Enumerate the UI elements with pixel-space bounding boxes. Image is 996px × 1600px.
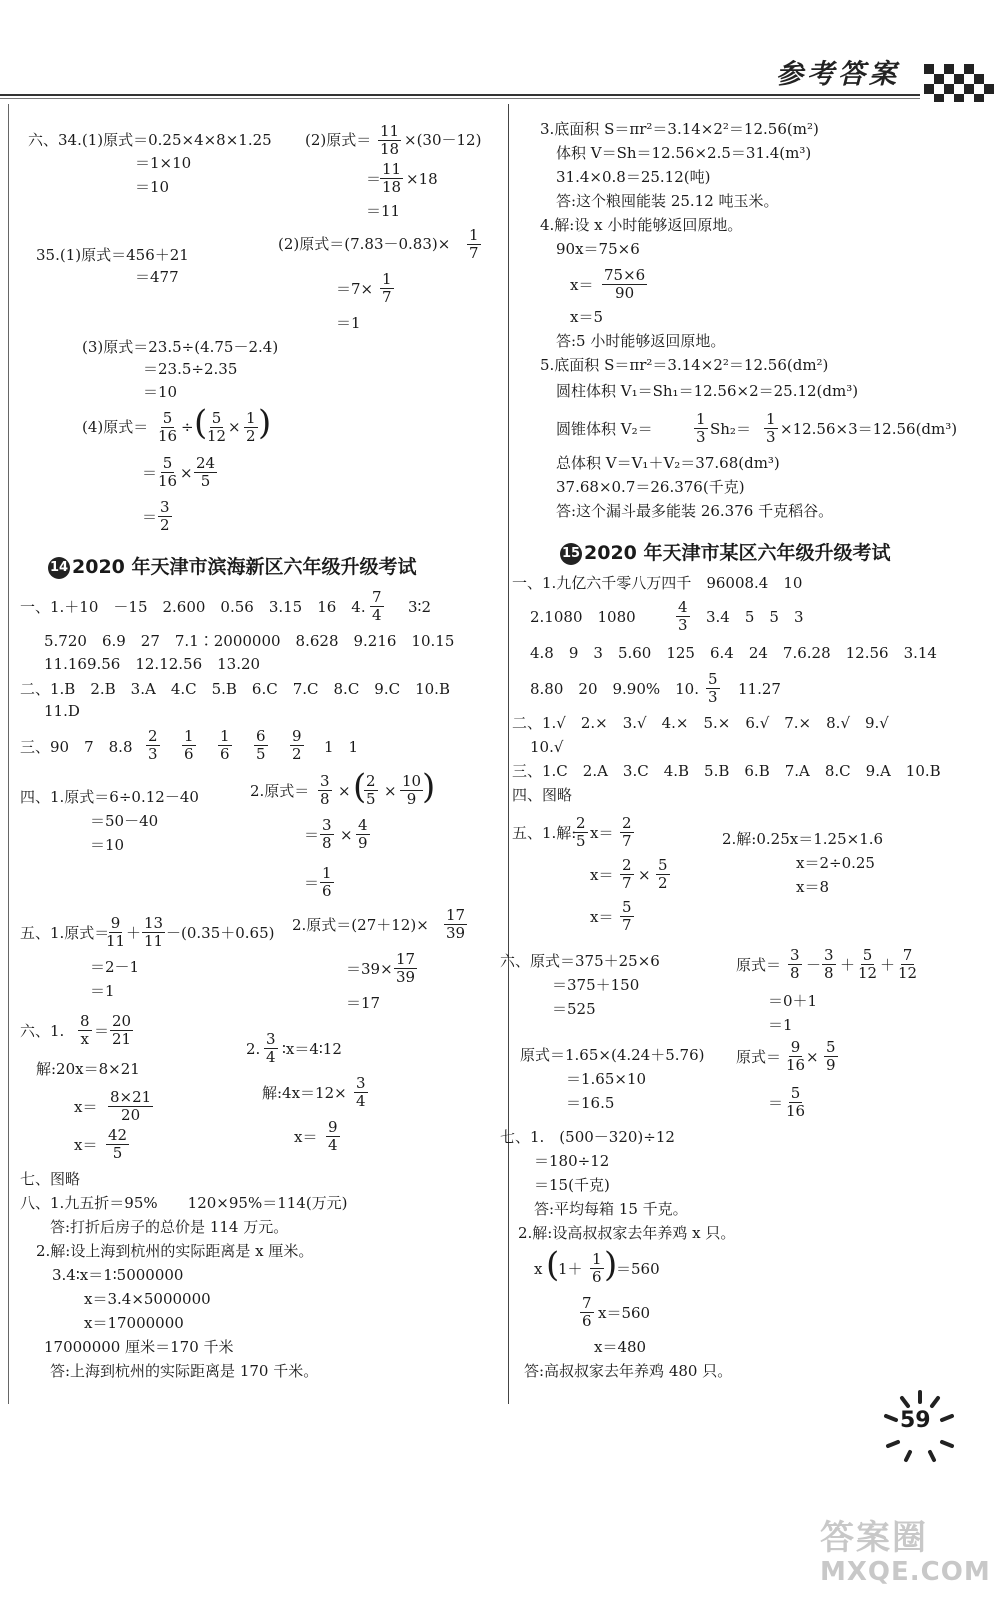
q4-line2: 90x＝75×6 [556,240,640,258]
q5-line1: 5.底面积 S＝πr²＝3.14×2²＝12.56(dm²) [540,356,829,374]
fraction: $\frac{7}{12}$ [898,946,918,982]
plus-sign: ＋ [840,956,856,974]
paren-close: ) [422,767,436,807]
e14-s8-2-answer: 答:上海到杭州的实际距离是 170 千米。 [50,1362,319,1380]
e15-s1-line2-tail: 3.4 5 5 3 [706,608,804,626]
fraction: $\frac{8}{x}$ [80,1012,90,1048]
fraction: $\frac{9}{16}$ [786,1038,806,1074]
e15-s1-line1: 一、1.九亿六千零八万四千 96008.4 10 [512,574,803,592]
times-sign: × [180,464,193,482]
q5-line4: 总体积 V＝V₁＋V₂＝37.68(dm³) [556,454,780,472]
q35-3-line3: ＝10 [143,383,178,401]
e15-s5-1-line1: 五、1.解: [512,824,577,842]
e15-s6-3-line2: ＝1.65×10 [566,1070,647,1088]
e15-s6-1-line3: ＝525 [552,1000,596,1018]
q5-line5: 37.68×0.7＝26.376(千克) [556,478,745,496]
e14-s8-1: 八、1.九五折＝95% 120×95%＝114(万元) [20,1194,348,1212]
fraction: $\frac{3}{4}$ [356,1074,366,1110]
e14-s1-line1: 一、1.＋10 －15 2.600 0.56 3.15 16 4. [20,598,366,616]
x-equals: x＝ [590,908,614,926]
paren-open: ( [194,403,208,443]
x-equals: x＝ [570,276,594,294]
item-number: 2. [246,1040,261,1058]
e14-s1-line1-tail: 3∶2 [408,598,431,616]
e15-s1-line2: 2.1080 1080 [530,608,636,626]
fraction: $\frac{2}{7}$ [622,814,632,850]
divide-sign: ÷ [181,418,194,436]
fraction: $\frac{4}{3}$ [678,598,688,634]
fraction: $\frac{11}{18}$ [382,160,402,196]
fraction: $\frac{1}{2}$ [246,409,256,445]
q35-1-line1: 35.(1)原式＝456＋21 [36,246,189,264]
equals: ＝ [94,1022,110,1040]
times-sign: × [340,826,353,844]
e14-s1-line2: 5.720 6.9 27 7.1∶2000000 8.628 9.216 10.15 [44,632,455,650]
fraction: $\frac{10}{9}$ [402,772,422,808]
q3-line3: 31.4×0.8＝25.12(吨) [556,168,711,186]
x-equals: x＝ [590,866,614,884]
fraction: $\frac{2}{5}$ [366,772,376,808]
e15-s7-1-answer: 答:平均每箱 15 千克。 [534,1200,688,1218]
fraction: $\frac{5}{3}$ [708,670,718,706]
fraction: $\frac{5}{12}$ [858,946,878,982]
q3-answer: 答:这个粮囤能装 25.12 吨玉米。 [556,192,779,210]
fraction: $\frac{4}{9}$ [358,816,368,852]
times-sign: × [806,1048,819,1066]
fraction: $\frac{1}{3}$ [696,410,706,446]
e15-s6-3-line3: ＝16.5 [566,1094,615,1112]
fraction: $\frac{1}{3}$ [766,410,776,446]
e14-s6-2-tail: ∶x＝4∶12 [282,1040,342,1058]
e15-s6-2-line1: 原式＝ [736,956,782,974]
q35-2-line1: (2)原式＝(7.83－0.83)× [278,235,451,253]
e14-s5-1-tail: －(0.35＋0.65) [166,924,275,942]
e14-s4-1-line2: ＝50－40 [90,812,159,830]
fraction: $\frac{9}{4}$ [328,1118,338,1154]
fraction: $\frac{1}{7}$ [382,270,392,306]
q35-3-line1: (3)原式＝23.5÷(4.75－2.4) [82,338,279,356]
e15-s7-2-line4: x＝480 [594,1338,647,1356]
e15-s6-2-line2: ＝0＋1 [768,992,818,1010]
equals: ＝ [304,826,320,844]
column-divider [508,104,509,1404]
q35-2-line3: ＝1 [336,314,361,332]
e14-s3-tail: 1 1 [324,738,359,756]
q3-line1: 3.底面积 S＝πr²＝3.14×2²＝12.56(m²) [540,120,819,138]
q5-line3-mid: Sh₂＝ [710,420,751,438]
e15-s6-3-line1: 原式＝1.65×(4.24＋5.76) [520,1046,705,1064]
fraction: $\frac{1}{6}$ [592,1250,602,1286]
exam-14-title-text: 2020 年天津市滨海新区六年级升级考试 [72,556,417,578]
x-equals: x＝ [74,1098,98,1116]
e14-s5-1-line1: 五、1.原式＝ [20,924,110,942]
e14-s4-1-line3: ＝10 [90,836,125,854]
fraction: $\frac{3}{2}$ [160,498,170,534]
e14-s4-2-line1: 2.原式＝ [250,782,310,800]
paren-open: ( [353,767,367,807]
e14-s5-2-line2: ＝39× [346,960,393,978]
q35-2-line2: ＝7× [336,280,374,298]
fraction: $\frac{3}{8}$ [320,772,330,808]
e15-s5-2-line1: 2.解:0.25x＝1.25×1.6 [722,830,884,848]
e14-s8-2-line5: 17000000 厘米＝170 千米 [44,1338,234,1356]
q4-line1: 4.解:设 x 小时能够返回原地。 [540,216,743,234]
e15-s6-4-line1: 原式＝ [736,1048,782,1066]
e14-s2-line2: 11.D [44,702,80,720]
e14-s6-2-line2: 解:4x＝12× [262,1084,347,1102]
e15-s7-2-answer: 答:高叔叔家去年养鸡 480 只。 [524,1362,733,1380]
q5-line3: 圆锥体积 V₂＝ [556,420,653,438]
equals: ＝ [304,874,320,892]
fraction: $\frac{3}{8}$ [824,946,834,982]
fraction: $\frac{24}{5}$ [196,454,216,490]
q34-1-line3: ＝10 [135,178,170,196]
fraction: $\frac{13}{11}$ [144,914,164,950]
fraction: $\frac{5}{12}$ [207,409,227,445]
watermark-text: 答案圈 [820,1518,928,1558]
q5-answer: 答:这个漏斗最多能装 26.376 千克稻谷。 [556,502,834,520]
e15-s7-2-line1: 2.解:设高叔叔家去年养鸡 x 只。 [518,1224,736,1242]
minus-sign: － [806,956,822,974]
x-equals: x＝ [294,1128,318,1146]
fraction: $\frac{3}{4}$ [266,1030,276,1066]
fraction: $\frac{9}{2}$ [292,727,302,763]
fraction: $\frac{20}{21}$ [112,1012,132,1048]
fraction: $\frac{6}{5}$ [256,727,266,763]
fraction: $\frac{5}{16}$ [158,454,178,490]
q35-4-line1: (4)原式＝ [82,418,149,436]
variable-x: x [534,1260,543,1278]
e14-s3-line: 三、90 7 8.8 [20,738,133,756]
fraction: $\frac{17}{39}$ [396,950,416,986]
e15-s7-2-line3: x＝560 [598,1304,651,1322]
header-rule [0,94,920,96]
e14-s6-1-line2: 解:20x＝8×21 [36,1060,140,1078]
exam-number-badge: 14 [48,557,70,579]
e14-s5-2-line1: 2.原式＝(27＋12)× [292,916,429,934]
e14-s8-2-line2: 3.4∶x＝1∶5000000 [52,1266,184,1284]
exam-number-badge: 15 [560,543,582,565]
e15-s6-2-line3: ＝1 [768,1016,793,1034]
fraction: $\frac{17}{39}$ [446,906,466,942]
times-sign: × [338,782,351,800]
watermark [820,1510,990,1590]
fraction: $\frac{5}{9}$ [826,1038,836,1074]
e15-s1-line3: 4.8 9 3 5.60 125 6.4 24 7.6.28 12.56 3.14 [530,644,937,662]
q5-line2: 圆柱体积 V₁＝Sh₁＝12.56×2＝25.12(dm³) [556,382,859,400]
fraction: $\frac{9}{11}$ [106,914,126,950]
plus-sign: ＋ [126,924,142,942]
times-sign: × [638,866,651,884]
fraction: $\frac{3}{8}$ [322,816,332,852]
exam-14-title [48,552,417,579]
equals: ＝ [142,464,158,482]
q34-1-line2: ＝1×10 [135,154,192,172]
fraction: $\frac{1}{6}$ [220,727,230,763]
x-equals: x＝ [590,824,614,842]
fraction: $\frac{3}{8}$ [790,946,800,982]
fraction: $\frac{7}{6}$ [582,1294,592,1330]
e15-s6-1-line1: 六、原式＝375＋25×6 [500,952,660,970]
x-equals: x＝ [74,1136,98,1154]
times-sign: × [384,782,397,800]
paren-open: ( [546,1245,560,1285]
one-plus: 1＋ [558,1260,583,1278]
fraction: $\frac{5}{16}$ [786,1084,806,1120]
q4-line4: x＝5 [570,308,604,326]
e15-s2-line2: 10.√ [530,738,564,756]
equals: ＝ [768,1094,784,1112]
e15-s1-line4-tail: 11.27 [738,680,781,698]
e15-s1-line4: 8.80 20 9.90% 10. [530,680,699,698]
page-title: 参考答案 [776,59,900,90]
times-sign: × [228,418,241,436]
fraction: $\frac{42}{5}$ [108,1126,128,1162]
e15-s7-1-line3: ＝15(千克) [534,1176,610,1194]
q34-1-line1: 六、34.(1)原式＝0.25×4×8×1.25 [28,131,272,149]
q5-line3-tail: ×12.56×3＝12.56(dm³) [780,420,958,438]
e14-s2-line1: 二、1.B 2.B 3.A 4.C 5.B 6.C 7.C 8.C 9.C 10.B [20,680,450,698]
e15-s5-2-line2: x＝2÷0.25 [796,854,875,872]
e15-s6-1-line2: ＝375＋150 [552,976,640,994]
e14-s4-1-line1: 四、1.原式＝6÷0.12－40 [20,788,199,806]
e15-s7-1-line2: ＝180÷12 [534,1152,610,1170]
fraction: $\frac{1}{6}$ [184,727,194,763]
e14-s1-line3: 11.169.56 12.12.56 13.20 [44,655,261,673]
e15-s3: 三、1.C 2.A 3.C 4.B 5.B 6.B 7.A 8.C 9.A 10.B [512,762,941,780]
q34-2-line1-tail: ×(30－12) [404,131,482,149]
fraction: $\frac{2}{5}$ [576,814,586,850]
q35-3-line2: ＝23.5÷2.35 [143,360,238,378]
e14-s8-2-line1: 2.解:设上海到杭州的实际距离是 x 厘米。 [36,1242,314,1260]
e15-s2-line1: 二、1.√ 2.× 3.√ 4.× 5.× 6.√ 7.× 8.√ 9.√ [512,714,889,732]
equals-560: ＝560 [616,1260,660,1278]
equals: ＝ [366,170,382,188]
q34-2-line1: (2)原式＝ [305,131,372,149]
fraction: $\frac{11}{18}$ [380,122,400,158]
paren-close: ) [258,403,272,443]
e14-s5-2-line3: ＝17 [346,994,381,1012]
paren-close: ) [604,1245,618,1285]
fraction: $\frac{5}{2}$ [658,856,668,892]
fraction: $\frac{2}{3}$ [148,727,158,763]
fraction: $\frac{2}{7}$ [622,856,632,892]
e14-s6-1-line1: 六、1. [20,1022,65,1040]
q4-answer: 答:5 小时能够返回原地。 [556,332,726,350]
e15-s7-1-line1: 七、1. (500－320)÷12 [500,1128,675,1146]
q3-line2: 体积 V＝Sh＝12.56×2.5＝31.4(m³) [556,144,812,162]
q34-2-line2-tail: ×18 [406,170,438,188]
e15-s5-2-line3: x＝8 [796,878,830,896]
plus-sign: ＋ [880,956,896,974]
e14-s5-1-line2: ＝2－1 [90,958,140,976]
q35-1-line2: ＝477 [135,268,179,286]
fraction: $\frac{5}{16}$ [158,409,178,445]
q34-2-line3: ＝11 [366,202,401,220]
left-margin-rule [8,104,9,1404]
page-number: 59 [900,1408,931,1433]
checker-decoration-icon [924,60,996,102]
e14-s7: 七、图略 [20,1170,81,1188]
e15-s4: 四、图略 [512,786,573,804]
e14-s8-1-answer: 答:打折后房子的总价是 114 万元。 [50,1218,289,1236]
e14-s8-2-line4: x＝17000000 [84,1314,184,1332]
fraction: $\frac{75\times 6}{90}$ [604,266,646,302]
e14-s8-2-line3: x＝3.4×5000000 [84,1290,211,1308]
fraction: $\frac{8\times 21}{20}$ [110,1088,152,1124]
equals: ＝ [142,508,158,526]
exam-15-title [560,538,891,565]
e14-s5-1-line3: ＝1 [90,982,115,1000]
watermark-url: MXQE.COM [820,1557,991,1587]
header-rule-thin [0,98,920,99]
fraction: $\frac{1}{6}$ [322,864,332,900]
fraction: $\frac{7}{4}$ [372,588,382,624]
fraction: $\frac{5}{7}$ [622,898,632,934]
exam-15-title-text: 2020 年天津市某区六年级升级考试 [584,542,891,564]
fraction: $\frac{1}{7}$ [469,226,479,262]
